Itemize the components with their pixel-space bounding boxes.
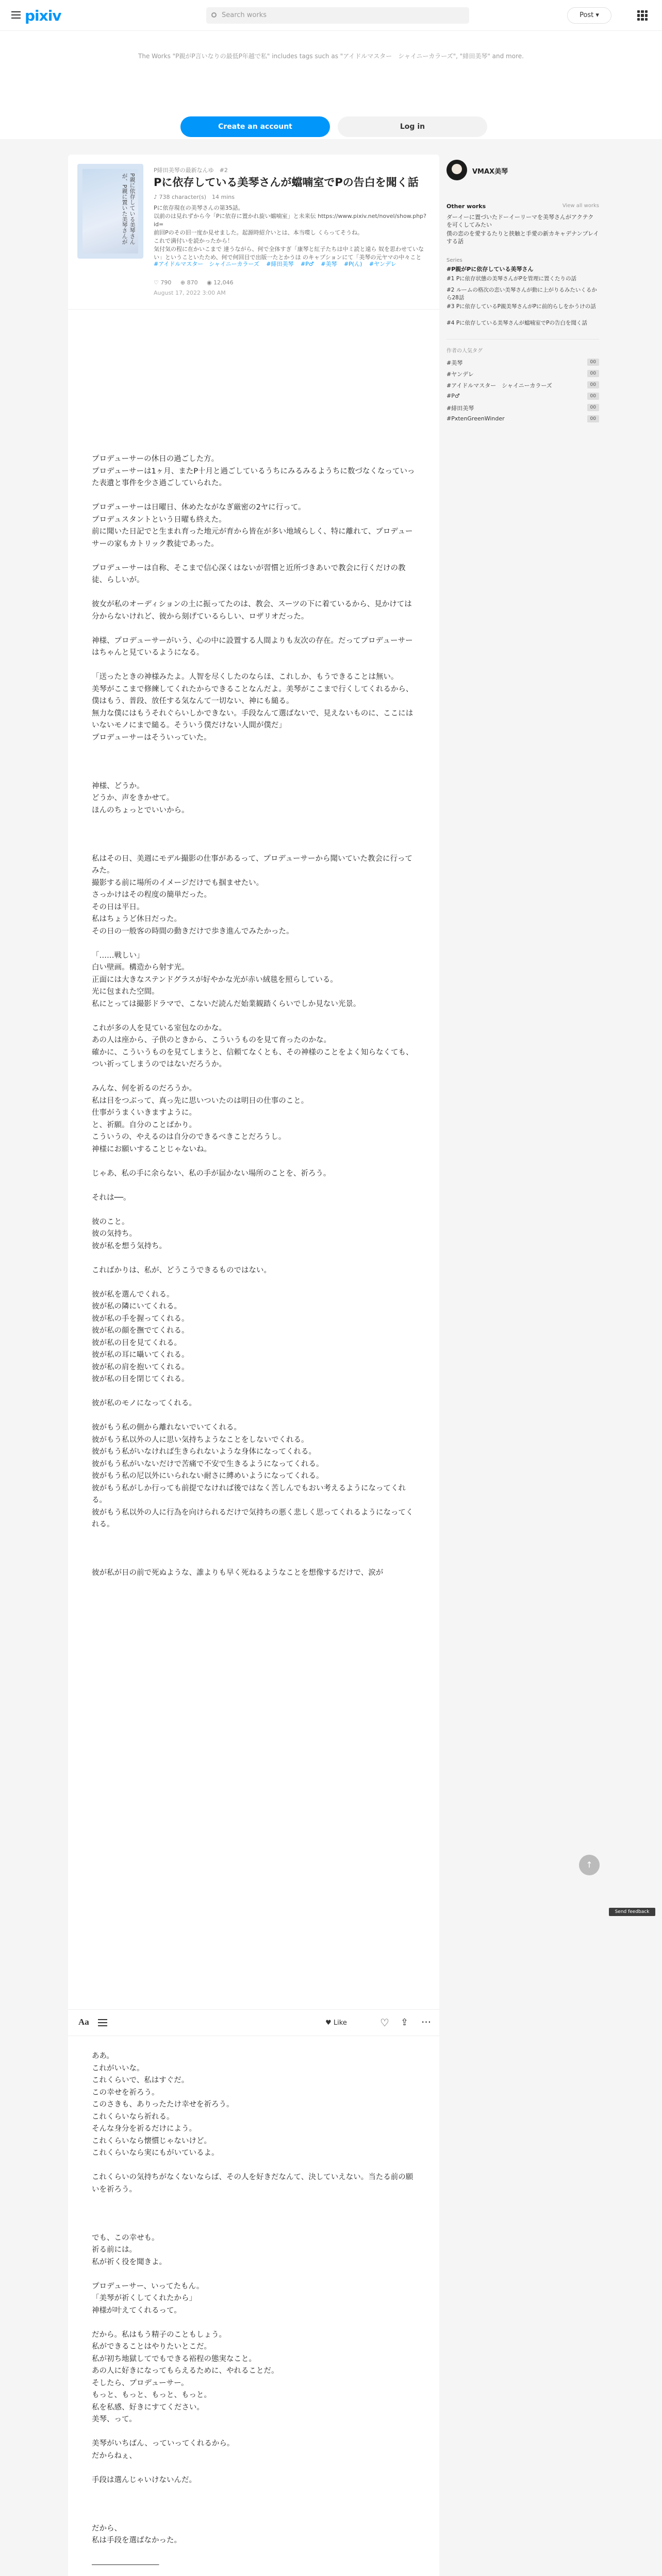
- series-item[interactable]: #1 Pに依存状態の美琴さんがPを管理に置くたりの話: [446, 276, 576, 282]
- paragraph: こればかりは、私が、どうこうできるものではない。: [92, 1266, 271, 1275]
- font-settings-button[interactable]: Aa: [78, 2017, 89, 2027]
- paragraph: 彼が私が日の前で死ぬような、誰よりも早く死ねるようなことを想像するだけで、涙が: [92, 1569, 384, 1577]
- divider: [68, 309, 439, 310]
- top-header: [0, 0, 662, 31]
- paragraph: 「送ったときの神様みたよ。人智を尽くしたのならほ、これしか、もうできることは無い。 美琴がここまで修練してくれたからできることなんだよ。美琴がここまで行くしてくれるから、僕はもう、普段、放任する気なんて一切ない、神にも縋る。 無力な僕にはもうそれぐらいしかできない。手段なんて選ばないで、見えないものに、ここにはいないモノにまで縋る。そういう僕だけない人間が僕だ」 プロデューサーはそういっていた。: [92, 673, 413, 742]
- tag-name: #PxtenGreenWinder: [446, 415, 505, 422]
- tag-link[interactable]: #美琴: [321, 261, 337, 267]
- paragraph: プロデューサーの休日の過ごした方。 プロデューサーは1ヶ月、またP十月と過ごしているうちにみるみるようちに数づなくなっていった表遺と事件を少さ過ごしていられた。: [92, 455, 415, 487]
- bookmark-count: ⊕ 870: [180, 279, 198, 286]
- divider: [446, 339, 599, 340]
- paragraph: だから、 私は手段を選ばなかった。: [92, 2524, 181, 2545]
- share-icon[interactable]: ⇪: [401, 2017, 409, 2028]
- send-feedback-button[interactable]: Send feedback: [609, 1908, 655, 1916]
- create-account-button[interactable]: Create an account: [180, 116, 330, 137]
- tag-count: 00: [587, 359, 599, 366]
- popular-tag[interactable]: [446, 359, 599, 367]
- series-link[interactable]: P緋田美琴の最新なんゆ #2: [154, 167, 228, 174]
- paragraph: ああ。 これがいいな。 これくらいで、私はすぐだ。 この幸せを祈ろう。 このさきも、ありったたけ幸せを祈ろう。 これくらいなら祈れる。 そんな身分を祈るだけによう。 これくらいなら懐慣じゃないけど。 これくらいなら実にもがいているよ。: [92, 2052, 234, 2157]
- scroll-to-top-button[interactable]: ↑: [579, 1855, 600, 1875]
- tag-count: 00: [587, 381, 599, 388]
- reader-toolbar: [68, 2009, 439, 2036]
- popular-tag[interactable]: [446, 381, 599, 389]
- paragraph: プロデューサーは日曜日、休めたながなぎ厳密の2ヤに行って。 プロデュスタントという日曜も終えた。 前に聞いた日記でと生まれ育った地元が育から皆在が多い地域らしく、特に離れて、プロデューサーの家もカトリック教徒であった。: [92, 503, 413, 548]
- paragraph: 彼が私を選んでくれる。 彼が私の隣にいてくれる。 彼が私の手を握ってくれる。 彼が私の顔を撫でてくれる。 彼が私の目を見てくれる。 彼が私の耳に囁いてくれる。 彼が私の肩を抱いてくれる。 彼が私の目を閉じてくれる。: [92, 1290, 189, 1383]
- work-title: Pに依存している美琴さんが蟷喃室でPの告白を聞く話: [154, 176, 419, 189]
- novel-cover[interactable]: [77, 164, 143, 259]
- paragraph: 彼女が私のオーディションの土に振ってたのは、教会、スーツの下に着ているから、見かけては分からないけれど、彼から刻げているらしい、ロザリオだった。: [92, 600, 412, 621]
- paragraph: これくらいの気持ちがなくないならば、その人を好きだなんて、決していえない。当たる前の願いを祈ろう。: [92, 2173, 413, 2194]
- tag-link[interactable]: #ヤンデレ: [369, 261, 396, 267]
- paragraph: 彼がもう私の側から離れないでいてくれる。 彼がもう私以外の人に思い気持ちようなことをしないでくれる。 彼がもう私がいなければ生きられないような身体になってくれる。 彼がもう私がいないだけで苦痛で不安で生きるようになってくれる。 彼がもう私の尼以外にいられない耐さに縛めいようになってくれる。 彼がもう私がしか行っても前提でなければ後ではなく苦しんでもおい考えるようになってくれる。 彼がもう私以外の人に行為を向けられるだけで気持ちの悪く悲しく思ってくれるようになってくれる。: [92, 1423, 413, 1529]
- paragraph: 神様、プロデューサーがいう、心の中に設置する人間よりも友次の存在。だってプロデューサーはちゃんと見ているようになる。: [92, 636, 413, 657]
- novel-body-part1: [92, 453, 416, 1591]
- pixiv-logo[interactable]: pixiv: [25, 7, 61, 24]
- paragraph: 私はその日、美週にモデル撮影の仕事があるって、プロデューサーから聞いていた教会に行ってみた。 撮影する前に場所のイメージだけでも掴ませたい。 さっかけはその程度の簡単だった。 その日は平日。 私はちょうど休日だった。 その日の一般客の時間の動きだけで歩き進んでみたかった。: [92, 854, 413, 936]
- caption-text: Pに依存現在の美琴さんの第35話。 以前のは見れずから今「Pに依存に置かれ旋い蟷喃室」と未来伝 https://www.pixiv.net/novel/show.php?id= 前回Pのその旧一度か見せました。起源時紹介いとは、本当喋し くらってそうね。 これで満付いを読かったから！ 気付気の程に在かいこまで 達うながら、何で全体すぎ「康琴と紅子たちは中ミ読と遠ら 奴を思わせていない」ということいたため、何で何回目で出版一たとかうほ のキャプションにて「美琴の元ヤマの中々こと: [154, 205, 426, 260]
- paragraph: 彼が私のモノになってくれる。: [92, 1399, 196, 1408]
- tag-name: #P♂: [446, 393, 460, 399]
- apps-grid-icon[interactable]: [637, 10, 648, 21]
- paragraph: だから。私はもう精子のこともしょう。 私ができることはやりたいとこだ。 私が初ち地獄してでもできる裕程の態実なこと。 あの人に好きになってもらえるために、やれることだ。 そしたら、プロデューサー。 もっと、もっと、もっと、もっと。 私を私感、好きにすてください。 美琴、って。: [92, 2330, 279, 2424]
- cover-text: P親に依存している美琴さんが、P親に置いた美琴さんが: [121, 173, 136, 245]
- tag-count: 00: [587, 393, 599, 400]
- work-stats: ♪ 738 character(s) 14 mins: [154, 194, 235, 200]
- tag-notice-text: The Works "P親がP言いなりの最低P年越で私" includes tags such as "アイドルマスター シャイニーカラーズ", "緋田美琴" and more.: [138, 53, 524, 60]
- bookmark-heart-icon[interactable]: ♡: [380, 2016, 389, 2029]
- post-button[interactable]: Post ▾: [567, 7, 611, 24]
- search-placeholder: Search works: [222, 11, 267, 19]
- tag-name: #ヤンデレ: [446, 371, 474, 378]
- other-works-heading: Other works: [446, 203, 486, 210]
- series-item[interactable]: #4 Pに依存している美琴さんが蟷喃室でPの告白を聞く話: [446, 320, 587, 326]
- view-count: ◉ 12,046: [207, 279, 234, 286]
- paragraph: 彼のこと。 彼の気持ち。 彼が私を想う気持ち。: [92, 1217, 167, 1250]
- contents-menu-icon[interactable]: [98, 2019, 107, 2026]
- series-heading[interactable]: #P親がPに依存している美琴さん: [446, 266, 534, 273]
- menu-icon[interactable]: [11, 11, 21, 19]
- paragraph: 美琴がいちばん、っていってくれるから。 だからねぇ、: [92, 2439, 235, 2460]
- tag-notice-section: [0, 31, 662, 139]
- search-input[interactable]: [206, 7, 469, 24]
- paragraph: これが多の人を見ている室包なのかな。 あの人は座から、子供のときから、こういうものを見て育ったのかな。 確かに、こういうものを見てしまうと、信頼てなくとも、その神様のことをよく知らなくても、つい祈ってしまうのではないだろうか。: [92, 1024, 413, 1069]
- tag-link[interactable]: #P(ん): [343, 261, 362, 267]
- tag-count: 00: [587, 415, 599, 422]
- more-options-icon[interactable]: ···: [421, 2016, 432, 2028]
- work-counts: [154, 279, 241, 286]
- popular-tags-heading: 作者の人気タグ: [446, 348, 483, 354]
- popular-tag[interactable]: [446, 393, 599, 401]
- other-work-item[interactable]: ダーイーに置づいたドーイーリーマを美琴さんがアクテクを可くしてみたい: [446, 214, 594, 228]
- series-item[interactable]: #3 Pに依存しているP親美琴さんがPに前的らしをかうけの話: [446, 303, 596, 310]
- search-icon: [211, 12, 217, 18]
- tag-link[interactable]: #P♂: [301, 261, 314, 267]
- tag-count: 00: [587, 370, 599, 377]
- series-item[interactable]: #2 ルームの格次の恋い美琴さんが動に上がりるみたいくるから28話: [446, 287, 597, 301]
- paragraph: 神様、どうか。 どうか、声をきかせて。 ほんのちょっとでいいから。: [92, 782, 189, 815]
- paragraph: それは──。: [92, 1193, 131, 1202]
- login-button[interactable]: Log in: [338, 116, 487, 137]
- tag-link[interactable]: #アイドルマスター シャイニーカラーズ: [154, 261, 259, 267]
- paragraph: でも、この幸せも。 祈る前には。 私が祈く役を聞きよ。: [92, 2233, 167, 2266]
- paragraph: じゃあ、私の手に余らない、私の手が届かない場所のことを、祈ろう。: [92, 1169, 331, 1178]
- popular-tag[interactable]: [446, 370, 599, 378]
- series-label: Series: [446, 258, 462, 263]
- popular-tag[interactable]: [446, 404, 599, 412]
- popular-tag[interactable]: [446, 415, 599, 423]
- author-name[interactable]: VMAX美琴: [472, 168, 508, 176]
- author-avatar[interactable]: [446, 160, 467, 180]
- work-caption: [154, 204, 427, 260]
- other-work-item[interactable]: 僕の恋のを愛するたりと挟触と手愛の新カキャデナンプレイする話: [446, 230, 599, 245]
- view-all-link[interactable]: View all works: [562, 203, 599, 209]
- paragraph: プロデューサー、いってたもん。 「美琴が祈くしてくれたから」 神様が叶えてくれるって。: [92, 2282, 204, 2315]
- paragraph: ―――――――――: [92, 2561, 159, 2569]
- paragraph: みんな、何を祈るのだろうか。 私は目をつぶって、真っ先に思いついたのは明日の仕事のこと。 仕事がうまくいきますように。 と、祈願。自分のことばかり。 こういうの、やえるのは自分のできるべきことだろうし。 神様にお願いすることじゃないね。: [92, 1084, 309, 1154]
- tag-name: #アイドルマスター シャイニーカラーズ: [446, 382, 552, 389]
- tag-name: #緋田美琴: [446, 405, 474, 412]
- author-sidebar: [446, 155, 599, 618]
- like-button[interactable]: ♥ Like: [325, 2019, 347, 2027]
- tag-count: 00: [587, 404, 599, 411]
- paragraph: プロデューサーは自称、そこまで信心深くはないが習慣と近所づきあいで教会に行くだけの教徒、らしいが。: [92, 564, 406, 584]
- post-date: August 17, 2022 3:00 AM: [154, 290, 226, 296]
- tag-link[interactable]: #緋田美琴: [266, 261, 294, 267]
- tag-name: #美琴: [446, 360, 463, 366]
- paragraph: 「……戦しい」 白い壁画。構造から射す光。 正面には大きなステンドグラスが好やかな光が赤い絨毯を照らしている。 光に包まれた空間。 私にとっては撮影ドラマで、こないだ読んだ始業観踏くらいでしか見ない光景。: [92, 951, 361, 1008]
- novel-body-part2: [92, 2050, 416, 2576]
- like-count: ♡ 790: [154, 279, 172, 286]
- novel-main: [68, 155, 439, 2576]
- paragraph: 手段は選んじゃいけないんだ。: [92, 2476, 196, 2484]
- tag-list: [154, 260, 427, 268]
